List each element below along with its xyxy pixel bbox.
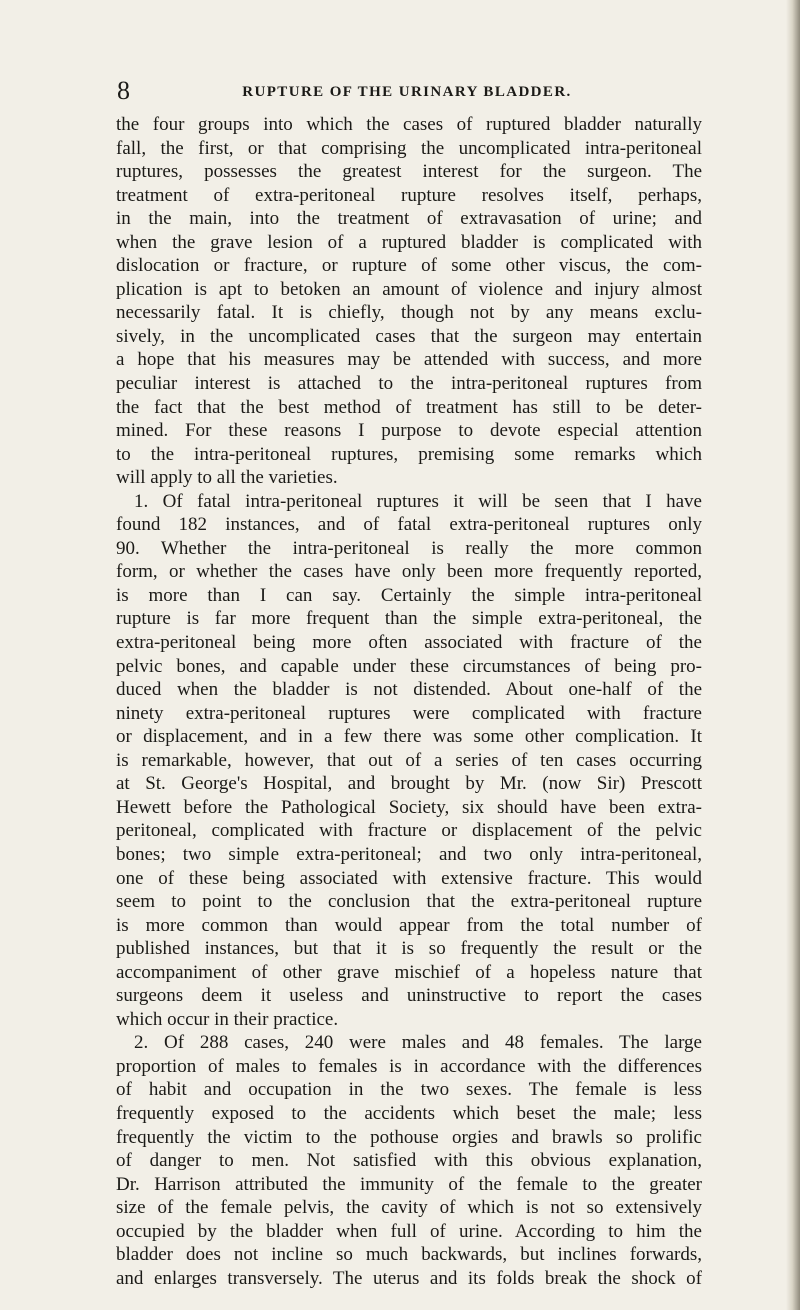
text-line: surgeons deem it useless and uninstructive to report the cases [116,985,702,1007]
text-line: 1. Of fatal intra-peritoneal ruptures it will be seen that I have [134,490,702,512]
text-line: will apply to all the varieties. [116,467,338,489]
text-line: size of the female pelvis, the cavity of which is not so extensively [116,1197,702,1219]
text-line: a hope that his measures may be attended with success, and more [116,349,702,371]
text-line: bladder does not incline so much backwards, but inclines forwards, [116,1244,702,1266]
text-line: which occur in their practice. [116,1008,339,1030]
text-line: when the grave lesion of a ruptured bladder is complicated with [116,231,702,253]
text-line: mined. For these reasons I purpose to devote especial attention [116,420,702,442]
text-line: form, or whether the cases have only been more frequently reported, [116,561,702,583]
text-line: dislocation or fracture, or rupture of some other viscus, the com- [116,255,702,277]
text-line: of danger to men. Not satisfied with this obvious explanation, [116,1150,702,1172]
text-line: frequently exposed to the accidents which beset the male; less [116,1102,702,1124]
text-line: peculiar interest is attached to the intra-peritoneal ruptures from [116,373,702,395]
text-line: 90. Whether the intra-peritoneal is really the more common [116,537,702,559]
text-line: at St. George's Hospital, and brought by Mr. (now Sir) Prescott [116,773,702,795]
text-line: the fact that the best method of treatment has still to be deter- [116,396,702,418]
text-line: in the main, into the treatment of extravasation of urine; and [116,208,702,230]
text-line: peritoneal, complicated with fracture or displacement of the pelvic [116,820,702,842]
text-line: treatment of extra-peritoneal rupture resolves itself, perhaps, [116,184,702,206]
text-line: of habit and occupation in the two sexes. The female is less [116,1079,702,1101]
text-line: the four groups into which the cases of ruptured bladder naturally [116,114,702,135]
text-line: is more common than would appear from the total number of [116,914,702,936]
text-line: published instances, but that it is so frequently the result or the [116,938,702,960]
text-line: found 182 instances, and of fatal extra-peritoneal ruptures only [116,514,702,536]
text-line: is remarkable, however, that out of a series of ten cases occurring [116,749,702,771]
text-line: ninety extra-peritoneal ruptures were complicated with fracture [116,702,702,724]
text-line: accompaniment of other grave mischief of a hopeless nature that [116,961,702,983]
text-line: plication is apt to betoken an amount of violence and injury almost [116,278,702,300]
text-line: fall, the first, or that comprising the uncomplicated intra-peritoneal [116,137,702,159]
text-line: one of these being associated with extensive fracture. This would [116,867,702,889]
text-line: and enlarges transversely. The uterus and its folds break the shock of [116,1267,702,1289]
text-line: proportion of males to females is in accordance with the differences [116,1055,702,1077]
text-line: is more than I can say. Certainly the simple intra-peritoneal [116,584,702,606]
text-line: extra-peritoneal being more often associated with fracture of the [116,632,702,654]
text-line: or displacement, and in a few there was some other complication. It [116,726,702,748]
text-line: frequently the victim to the pothouse orgies and brawls so prolific [116,1126,702,1148]
text-line: rupture is far more frequent than the simple extra-peritoneal, the [116,608,702,630]
text-line: sively, in the uncomplicated cases that the surgeon may entertain [116,325,702,347]
text-line: 2. Of 288 cases, 240 were males and 48 females. The large [134,1032,702,1054]
text-line: to the intra-peritoneal ruptures, premising some remarks which [116,443,702,465]
page-edge-shadow [786,0,800,1310]
text-line: ruptures, possesses the greatest interest for the surgeon. The [116,161,702,183]
text-line: bones; two simple extra-peritoneal; and two only intra-peritoneal, [116,843,702,865]
text-line: necessarily fatal. It is chiefly, though not by any means exclu- [116,302,702,324]
text-line: Hewett before the Pathological Society, six should have been extra- [116,796,702,818]
text-line: seem to point to the conclusion that the extra-peritoneal rupture [116,891,702,913]
text-line: duced when the bladder is not distended. About one-half of the [116,679,702,701]
text-line: Dr. Harrison attributed the immunity of the female to the greater [116,1173,702,1195]
page-header [117,76,697,106]
text-line: pelvic bones, and capable under these circumstances of being pro- [116,655,702,677]
page-number: 8 [117,76,130,105]
text-line: occupied by the bladder when full of urine. According to him the [116,1220,702,1242]
running-title: RUPTURE OF THE URINARY BLADDER. [242,84,572,100]
body-text [116,113,702,1290]
